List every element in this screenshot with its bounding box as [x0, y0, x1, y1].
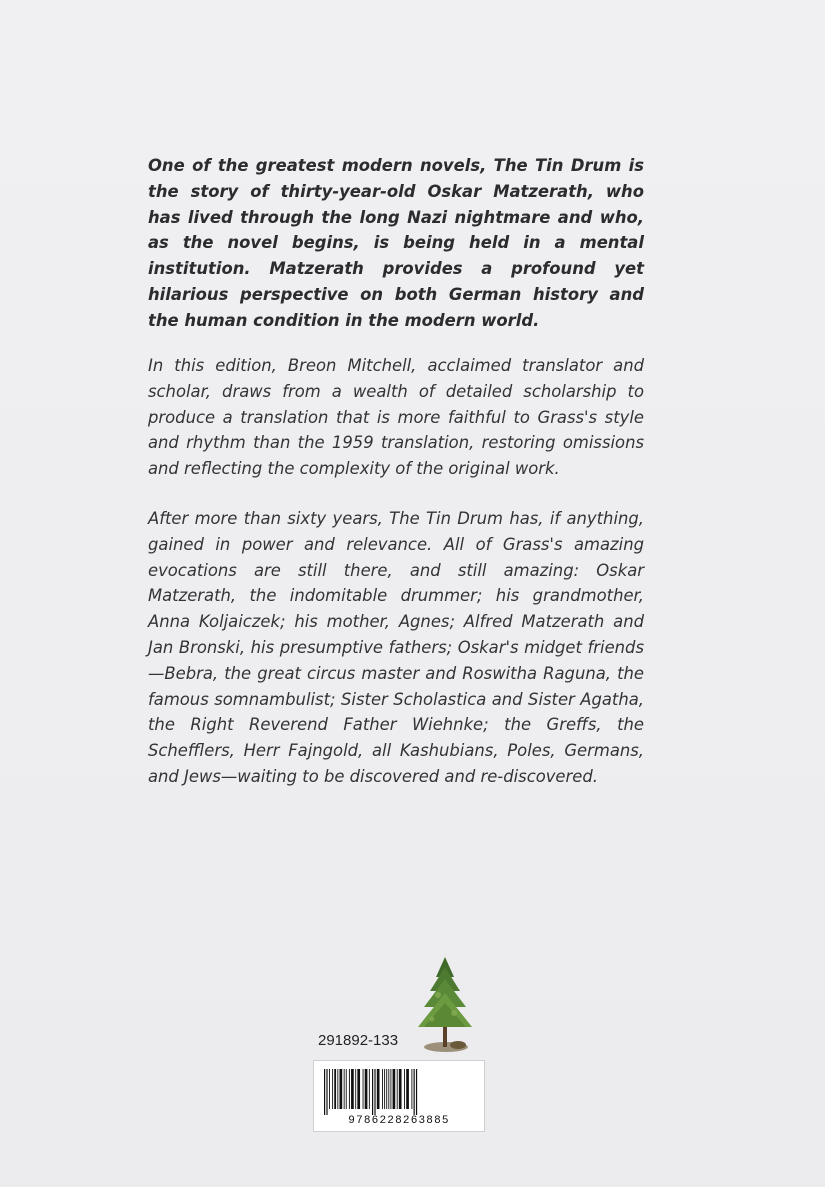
- barcode-bar: [340, 1069, 343, 1109]
- barcode-bar: [388, 1069, 389, 1109]
- barcode-bar: [414, 1069, 415, 1115]
- barcode-bar: [357, 1069, 360, 1109]
- barcode-bar: [344, 1069, 345, 1109]
- catalog-number: 291892-133: [318, 1032, 399, 1049]
- barcode-bar: [372, 1069, 373, 1115]
- barcode-bar: [382, 1069, 383, 1109]
- barcode-bar: [355, 1069, 356, 1109]
- barcode-bar: [384, 1069, 385, 1109]
- barcode-bar: [390, 1069, 391, 1109]
- blurb-paragraph-1: One of the greatest modern novels, The Tin Drum is the story of thirty-year-old Oskar Matzerath, who has lived through the long Nazi nightmare and who, as the novel begins, is being held in a mental institution. Matzerath provides a profound yet hilarious perspective on both German history and the human condition in the modern world.: [148, 156, 644, 330]
- barcode-bar: [337, 1069, 338, 1109]
- barcode-bar: [334, 1069, 336, 1109]
- barcode-bar: [351, 1069, 354, 1109]
- barcode-bar: [346, 1069, 347, 1109]
- blurb-paragraph-3: After more than sixty years, The Tin Drum has, if anything, gained in power and relevance. All of Grass's amazing evocations are still there, and still amazing: Oskar Matzerath, the indomitable drummer; his grandmother, Anna Koljaiczek; his mother, Agnes; Alfred Matzerath and Jan Bronski, his presumptive fathers; Oskar's midget friends—Bebra, the great circus master and Roswitha Raguna, the famous somnambulist; Sister Scholastica and Sister Agatha, the Right Reverend Father Wiehnke; the Greffs, the Schefflers, Herr Fajngold, all Kashubians, Poles, Germans, and Jews—waiting to be discovered and re-discovered.: [148, 509, 644, 786]
- barcode-bar: [363, 1069, 364, 1109]
- barcode-bar: [369, 1069, 370, 1109]
- pine-tree-icon: [410, 955, 480, 1055]
- barcode-bar: [324, 1069, 325, 1115]
- barcode-bar: [332, 1069, 333, 1109]
- barcode-bar: [404, 1069, 405, 1109]
- barcode-bar: [365, 1069, 368, 1109]
- barcode-bar: [326, 1069, 327, 1115]
- blurb-paragraph-2: In this edition, Breon Mitchell, acclaimed translator and scholar, draws from a wealth of detailed scholarship to produce a translation that is more faithful to Grass's style and rhythm than the 1959 translation, restoring omissions and reflecting the complexity of the original work.: [148, 356, 644, 479]
- barcode-bar: [416, 1069, 417, 1115]
- barcode-graphic: [322, 1067, 476, 1125]
- barcode-bar: [386, 1069, 387, 1109]
- barcode-bar: [393, 1069, 396, 1109]
- barcode-bar: [411, 1069, 412, 1109]
- barcode-bar: [374, 1069, 375, 1115]
- barcode-bar: [329, 1069, 330, 1109]
- isbn-digits: 9786228263885: [348, 1115, 450, 1125]
- barcode-bar: [397, 1069, 398, 1109]
- barcode-bar: [406, 1069, 409, 1109]
- barcode-bar: [377, 1069, 380, 1109]
- barcode-bar: [399, 1069, 402, 1109]
- isbn-barcode: [313, 1060, 485, 1132]
- barcode-bar: [349, 1069, 350, 1109]
